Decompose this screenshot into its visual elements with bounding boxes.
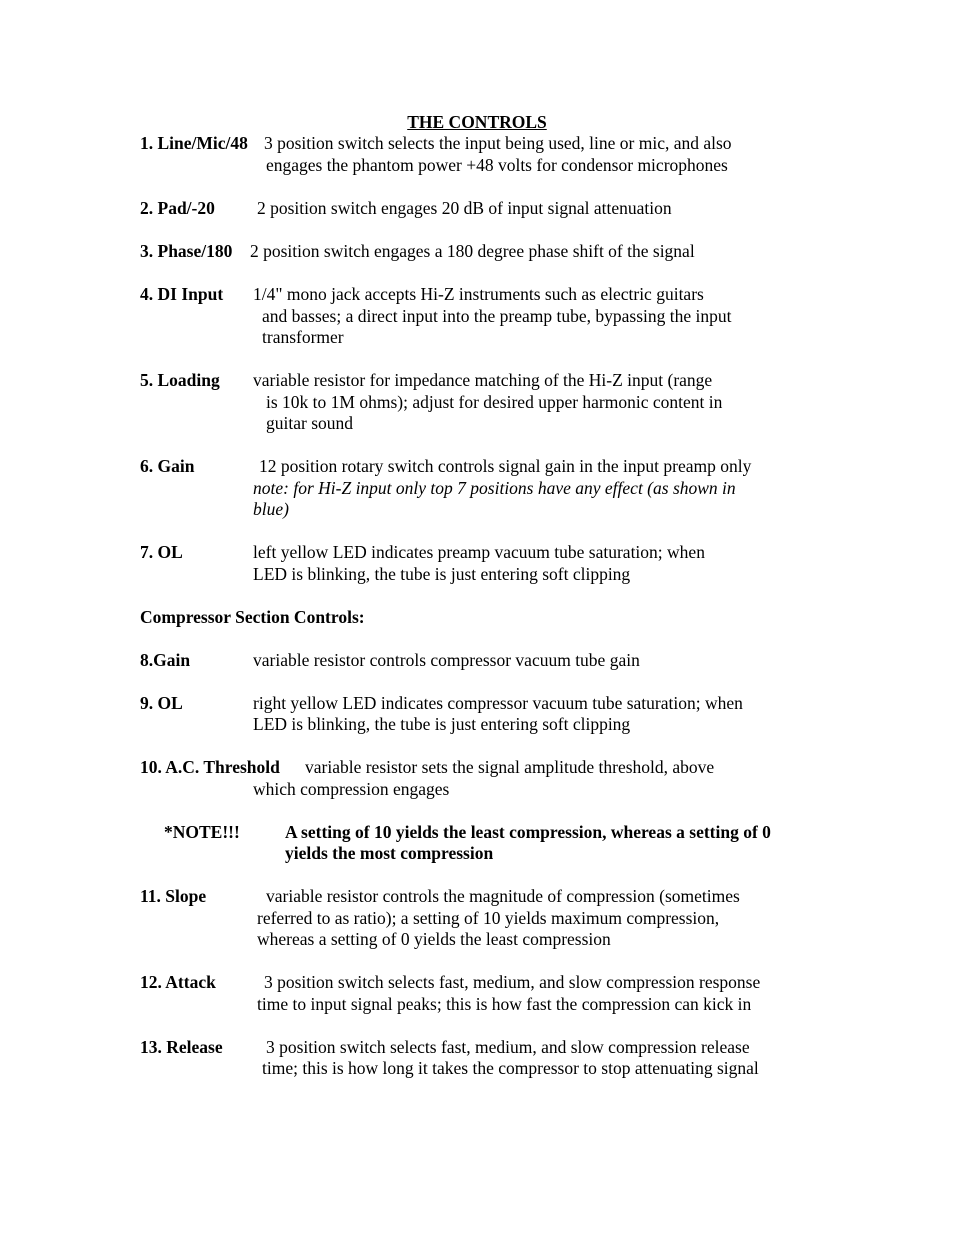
item-11-desc-line-2: referred to as ratio); a setting of 10 yields maximum compression, xyxy=(257,908,720,928)
item-3-desc-line-1: 2 position switch engages a 180 degree phase shift of the signal xyxy=(250,241,695,261)
item-5-desc-line-2: is 10k to 1M ohms); adjust for desired upper harmonic content in xyxy=(266,392,723,412)
item-10-term: 10. A.C. Threshold xyxy=(140,757,280,777)
item-9-term: 9. OL xyxy=(140,693,183,713)
item-6-term: 6. Gain xyxy=(140,456,195,476)
item-8-term: 8.Gain xyxy=(140,650,191,670)
item-7-term: 7. OL xyxy=(140,542,183,562)
item-6-note-line-1: note: for Hi-Z input only top 7 positions have any effect (as shown in xyxy=(253,478,736,498)
item-1-term: 1. Line/Mic/48 xyxy=(140,133,248,153)
item-4-desc-line-1: 1/4" mono jack accepts Hi-Z instruments such as electric guitars xyxy=(253,284,704,304)
item-9-desc-line-2: LED is blinking, the tube is just entering soft clipping xyxy=(253,714,631,734)
item-12-desc-line-2: time to input signal peaks; this is how fast the compression can kick in xyxy=(257,994,752,1014)
item-13-desc-line-2: time; this is how long it takes the compressor to stop attenuating signal xyxy=(262,1058,759,1078)
item-11-desc-line-3: whereas a setting of 0 yields the least compression xyxy=(257,929,611,949)
item-12-term: 12. Attack xyxy=(140,972,216,992)
note-label: *NOTE!!! xyxy=(164,822,240,842)
item-2-term: 2. Pad/-20 xyxy=(140,198,215,218)
compressor-section-heading: Compressor Section Controls: xyxy=(140,607,365,627)
item-7-desc-line-1: left yellow LED indicates preamp vacuum tube saturation; when xyxy=(253,542,705,562)
item-11-desc-line-1: variable resistor controls the magnitude of compression (sometimes xyxy=(266,886,740,906)
item-3-term: 3. Phase/180 xyxy=(140,241,233,261)
item-1-desc-line-2: engages the phantom power +48 volts for condensor microphones xyxy=(266,155,728,175)
item-6-note-line-2: blue) xyxy=(253,499,289,519)
item-8-desc-line-1: variable resistor controls compressor vacuum tube gain xyxy=(253,650,640,670)
page-title: THE CONTROLS xyxy=(407,112,547,132)
item-11-term: 11. Slope xyxy=(140,886,207,906)
item-10-desc-line-1: variable resistor sets the signal amplitude threshold, above xyxy=(305,757,715,777)
item-10-desc-line-2: which compression engages xyxy=(253,779,450,799)
item-12-desc-line-1: 3 position switch selects fast, medium, and slow compression response xyxy=(264,972,761,992)
item-4-desc-line-2: and basses; a direct input into the preamp tube, bypassing the input xyxy=(262,306,732,326)
item-13-desc-line-1: 3 position switch selects fast, medium, and slow compression release xyxy=(266,1037,750,1057)
item-1-desc-line-1: 3 position switch selects the input being used, line or mic, and also xyxy=(264,133,732,153)
item-4-desc-line-3: transformer xyxy=(262,327,344,347)
item-5-desc-line-1: variable resistor for impedance matching of the Hi-Z input (range xyxy=(253,370,713,390)
item-4-term: 4. DI Input xyxy=(140,284,224,304)
item-5-desc-line-3: guitar sound xyxy=(266,413,354,433)
note-line-1: A setting of 10 yields the least compression, whereas a setting of 0 xyxy=(285,822,771,842)
item-13-term: 13. Release xyxy=(140,1037,223,1057)
item-9-desc-line-1: right yellow LED indicates compressor vacuum tube saturation; when xyxy=(253,693,743,713)
item-6-desc-line-1: 12 position rotary switch controls signal gain in the input preamp only xyxy=(259,456,752,476)
note-line-2: yields the most compression xyxy=(285,843,494,863)
item-7-desc-line-2: LED is blinking, the tube is just entering soft clipping xyxy=(253,564,631,584)
item-2-desc-line-1: 2 position switch engages 20 dB of input signal attenuation xyxy=(257,198,672,218)
item-5-term: 5. Loading xyxy=(140,370,220,390)
